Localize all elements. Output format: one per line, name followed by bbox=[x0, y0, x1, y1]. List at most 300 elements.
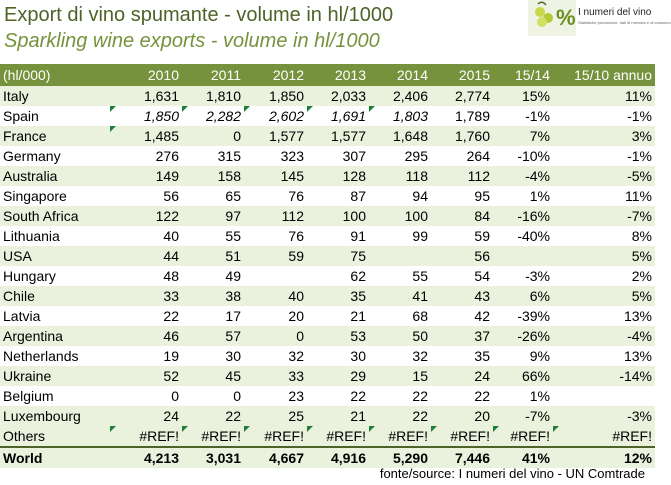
table-cell bbox=[244, 166, 307, 186]
table-cell bbox=[244, 306, 307, 326]
table-row bbox=[0, 447, 655, 468]
cell-value: 53 bbox=[350, 328, 366, 344]
table-cell bbox=[244, 106, 307, 126]
table-cell bbox=[182, 266, 244, 286]
table-cell bbox=[493, 346, 553, 366]
table-cell bbox=[182, 346, 244, 366]
cell-value: Others bbox=[3, 428, 46, 444]
table-cell bbox=[182, 126, 244, 146]
table-cell bbox=[182, 146, 244, 166]
table-header-row bbox=[0, 64, 655, 86]
cell-value: 13% bbox=[623, 308, 652, 324]
table-row bbox=[0, 126, 655, 146]
country-name bbox=[0, 246, 110, 266]
table-cell bbox=[431, 166, 493, 186]
cell-value: 2,033 bbox=[330, 88, 366, 104]
cell-value: 0 bbox=[171, 388, 179, 404]
table-cell bbox=[307, 166, 369, 186]
table-cell bbox=[244, 266, 307, 286]
table-cell bbox=[493, 306, 553, 326]
country-name bbox=[0, 86, 110, 106]
cell-value: -40% bbox=[517, 228, 550, 244]
comment-marker-icon bbox=[493, 426, 499, 432]
cell-value: 24 bbox=[163, 408, 179, 424]
table-cell bbox=[369, 386, 431, 406]
table-cell bbox=[369, 346, 431, 366]
cell-value: #REF! bbox=[612, 428, 652, 444]
cell-value: 68 bbox=[412, 308, 428, 324]
table-cell bbox=[182, 447, 244, 468]
column-header: 15/14 bbox=[493, 64, 553, 86]
column-header: 2011 bbox=[182, 64, 244, 86]
table-cell bbox=[553, 447, 655, 468]
table-cell bbox=[369, 106, 431, 126]
table-row bbox=[0, 306, 655, 326]
cell-value: 22 bbox=[412, 388, 428, 404]
table-cell bbox=[244, 286, 307, 306]
table-cell bbox=[431, 366, 493, 386]
cell-value: 13% bbox=[623, 348, 652, 364]
cell-value: 41% bbox=[521, 450, 550, 466]
comment-marker-icon bbox=[110, 126, 116, 132]
table-cell bbox=[431, 447, 493, 468]
cell-value: -26% bbox=[517, 328, 550, 344]
cell-value: 1,760 bbox=[454, 128, 490, 144]
table-cell bbox=[244, 346, 307, 366]
country-name bbox=[0, 346, 110, 366]
cell-value: 21 bbox=[350, 308, 366, 324]
comment-marker-icon bbox=[553, 426, 559, 432]
table-cell bbox=[110, 426, 182, 447]
cell-value: Netherlands bbox=[3, 348, 79, 364]
table-cell bbox=[307, 266, 369, 286]
cell-value: World bbox=[3, 450, 43, 466]
cell-value: 8% bbox=[631, 228, 652, 244]
comment-marker-icon bbox=[244, 426, 250, 432]
table-cell bbox=[369, 266, 431, 286]
comment-marker-icon bbox=[244, 106, 250, 112]
table-cell bbox=[553, 286, 655, 306]
cell-value: 11% bbox=[625, 188, 652, 204]
table-cell bbox=[369, 86, 431, 106]
cell-value: 75 bbox=[350, 248, 366, 264]
cell-value: 295 bbox=[404, 148, 428, 164]
cell-value: 30 bbox=[350, 348, 366, 364]
column-header: 2012 bbox=[244, 64, 307, 86]
table-row bbox=[0, 326, 655, 346]
table-cell bbox=[369, 206, 431, 226]
cell-value: 2,406 bbox=[392, 88, 428, 104]
column-header: 15/10 annuo bbox=[553, 64, 655, 86]
cell-value: 37 bbox=[474, 328, 490, 344]
table-cell bbox=[431, 306, 493, 326]
cell-value: #REF! bbox=[450, 428, 490, 444]
cell-value: USA bbox=[3, 248, 32, 264]
table-row bbox=[0, 206, 655, 226]
table-cell bbox=[553, 406, 655, 426]
table-cell bbox=[110, 126, 182, 146]
cell-value: 1,577 bbox=[330, 128, 366, 144]
table-cell bbox=[493, 86, 553, 106]
cell-value: 2,282 bbox=[205, 108, 241, 124]
country-name bbox=[0, 366, 110, 386]
cell-value: 1% bbox=[529, 188, 550, 204]
cell-value: 49 bbox=[225, 268, 241, 284]
country-name bbox=[0, 226, 110, 246]
column-header: 2013 bbox=[307, 64, 369, 86]
table-cell bbox=[110, 186, 182, 206]
cell-value: 22 bbox=[225, 408, 241, 424]
table-cell bbox=[553, 326, 655, 346]
cell-value: 56 bbox=[163, 188, 179, 204]
table-cell bbox=[244, 86, 307, 106]
cell-value: #REF! bbox=[264, 428, 304, 444]
table-cell bbox=[244, 126, 307, 146]
table-cell bbox=[182, 226, 244, 246]
comment-marker-icon bbox=[110, 106, 116, 112]
cell-value: 33 bbox=[163, 288, 179, 304]
column-header: 2015 bbox=[431, 64, 493, 86]
table-cell bbox=[553, 386, 655, 406]
logo bbox=[528, 0, 671, 36]
country-name bbox=[0, 386, 110, 406]
cell-value: -1% bbox=[627, 148, 652, 164]
table-cell bbox=[110, 366, 182, 386]
cell-value: -10% bbox=[517, 148, 550, 164]
table-cell bbox=[244, 186, 307, 206]
logo-tagline: Statistiche produzione, dati di mercato e di consumo bbox=[578, 20, 671, 25]
table-cell bbox=[244, 426, 307, 447]
cell-value: -7% bbox=[525, 408, 550, 424]
cell-value: 59 bbox=[288, 248, 304, 264]
country-name bbox=[0, 186, 110, 206]
cell-value: 91 bbox=[350, 228, 366, 244]
cell-value: 41 bbox=[412, 288, 428, 304]
cell-value: 25 bbox=[288, 408, 304, 424]
table-row bbox=[0, 106, 655, 126]
table-cell bbox=[553, 266, 655, 286]
table-cell bbox=[182, 406, 244, 426]
table-cell bbox=[553, 206, 655, 226]
cell-value: Chile bbox=[3, 288, 35, 304]
cell-value: 46 bbox=[163, 328, 179, 344]
cell-value: 149 bbox=[155, 168, 179, 184]
table-cell bbox=[307, 366, 369, 386]
cell-value: 1,850 bbox=[268, 88, 304, 104]
cell-value: 128 bbox=[342, 168, 366, 184]
table-row bbox=[0, 146, 655, 166]
cell-value: Argentina bbox=[3, 328, 63, 344]
svg-text:%: % bbox=[556, 5, 576, 30]
table-cell bbox=[182, 326, 244, 346]
table-row bbox=[0, 386, 655, 406]
cell-value: 56 bbox=[474, 248, 490, 264]
country-name bbox=[0, 326, 110, 346]
country-name bbox=[0, 406, 110, 426]
table-cell bbox=[493, 246, 553, 266]
table-cell bbox=[553, 246, 655, 266]
table-cell bbox=[307, 106, 369, 126]
cell-value: 55 bbox=[412, 268, 428, 284]
table-cell bbox=[431, 346, 493, 366]
country-name bbox=[0, 126, 110, 146]
country-name bbox=[0, 266, 110, 286]
comment-marker-icon bbox=[307, 426, 313, 432]
table-cell bbox=[307, 126, 369, 146]
export-table bbox=[0, 64, 655, 468]
table-cell bbox=[553, 146, 655, 166]
cell-value: -14% bbox=[619, 368, 652, 384]
table-cell bbox=[307, 406, 369, 426]
table-cell bbox=[110, 346, 182, 366]
cell-value: 24 bbox=[474, 368, 490, 384]
cell-value: France bbox=[3, 128, 47, 144]
table-cell bbox=[493, 426, 553, 447]
table-cell bbox=[307, 447, 369, 468]
cell-value: 38 bbox=[225, 288, 241, 304]
table-cell bbox=[110, 447, 182, 468]
country-name bbox=[0, 447, 110, 468]
cell-value: 21 bbox=[350, 408, 366, 424]
table-cell bbox=[369, 447, 431, 468]
cell-value: 50 bbox=[412, 328, 428, 344]
cell-value: 100 bbox=[404, 208, 428, 224]
country-name bbox=[0, 426, 110, 447]
table-cell bbox=[431, 266, 493, 286]
table-cell bbox=[307, 386, 369, 406]
cell-value: -4% bbox=[525, 168, 550, 184]
table-cell bbox=[307, 326, 369, 346]
grape-percent-icon bbox=[528, 0, 576, 36]
cell-value: 94 bbox=[412, 188, 428, 204]
cell-value: 95 bbox=[474, 188, 490, 204]
table-cell bbox=[307, 426, 369, 447]
table-cell bbox=[110, 386, 182, 406]
cell-value: 1,577 bbox=[268, 128, 304, 144]
table-cell bbox=[110, 246, 182, 266]
table-cell bbox=[307, 146, 369, 166]
table-cell bbox=[431, 226, 493, 246]
cell-value: Ukraine bbox=[3, 368, 52, 384]
table-cell bbox=[553, 366, 655, 386]
cell-value: #REF! bbox=[388, 428, 428, 444]
cell-value: 55 bbox=[225, 228, 241, 244]
comment-marker-icon bbox=[182, 106, 188, 112]
cell-value: 97 bbox=[225, 208, 241, 224]
table-cell bbox=[369, 426, 431, 447]
cell-value: 1,691 bbox=[330, 108, 366, 124]
cell-value: 122 bbox=[155, 208, 179, 224]
table-cell bbox=[182, 306, 244, 326]
cell-value: 323 bbox=[280, 148, 304, 164]
cell-value: 145 bbox=[280, 168, 304, 184]
cell-value: 40 bbox=[163, 228, 179, 244]
cell-value: Germany bbox=[3, 148, 61, 164]
cell-value: 2% bbox=[631, 268, 652, 284]
table-cell bbox=[244, 226, 307, 246]
cell-value: 62 bbox=[350, 268, 366, 284]
table-cell bbox=[182, 166, 244, 186]
comment-marker-icon bbox=[182, 426, 188, 432]
cell-value: 1,810 bbox=[205, 88, 241, 104]
table-cell bbox=[369, 406, 431, 426]
table-cell bbox=[493, 366, 553, 386]
table-row bbox=[0, 426, 655, 447]
table-cell bbox=[182, 86, 244, 106]
cell-value: 19 bbox=[163, 348, 179, 364]
cell-value: 5% bbox=[631, 248, 652, 264]
table-cell bbox=[431, 86, 493, 106]
cell-value: 84 bbox=[474, 208, 490, 224]
table-cell bbox=[493, 186, 553, 206]
table-cell bbox=[431, 286, 493, 306]
table-cell bbox=[553, 426, 655, 447]
cell-value: 1,850 bbox=[143, 108, 179, 124]
table-cell bbox=[369, 146, 431, 166]
cell-value: 4,916 bbox=[330, 450, 366, 466]
cell-value: Italy bbox=[3, 88, 29, 104]
table-cell bbox=[431, 246, 493, 266]
country-name bbox=[0, 206, 110, 226]
cell-value: 22 bbox=[350, 388, 366, 404]
cell-value: 7,446 bbox=[454, 450, 490, 466]
cell-value: 20 bbox=[288, 308, 304, 324]
table-cell bbox=[110, 266, 182, 286]
cell-value: -16% bbox=[517, 208, 550, 224]
table-cell bbox=[182, 426, 244, 447]
cell-value: 57 bbox=[225, 328, 241, 344]
table-cell bbox=[493, 266, 553, 286]
table-row bbox=[0, 246, 655, 266]
table-cell bbox=[244, 366, 307, 386]
table-cell bbox=[431, 206, 493, 226]
cell-value: 1,648 bbox=[392, 128, 428, 144]
cell-value: 307 bbox=[342, 148, 366, 164]
table-cell bbox=[493, 386, 553, 406]
cell-value: #REF! bbox=[510, 428, 550, 444]
table-cell bbox=[307, 286, 369, 306]
comment-marker-icon bbox=[369, 106, 375, 112]
cell-value: 1,631 bbox=[143, 88, 179, 104]
table-row bbox=[0, 366, 655, 386]
cell-value: Latvia bbox=[3, 308, 41, 324]
table-cell bbox=[493, 406, 553, 426]
cell-value: -4% bbox=[627, 328, 652, 344]
cell-value: 0 bbox=[233, 388, 241, 404]
comment-marker-icon bbox=[307, 106, 313, 112]
table-row bbox=[0, 346, 655, 366]
table-cell bbox=[182, 206, 244, 226]
cell-value: 3% bbox=[631, 128, 652, 144]
table-cell bbox=[369, 306, 431, 326]
table-cell bbox=[244, 246, 307, 266]
cell-value: 276 bbox=[155, 148, 179, 164]
table-cell bbox=[553, 186, 655, 206]
cell-value: 0 bbox=[233, 128, 241, 144]
cell-value: #REF! bbox=[201, 428, 241, 444]
cell-value: 100 bbox=[342, 208, 366, 224]
table-row bbox=[0, 406, 655, 426]
table-cell bbox=[307, 226, 369, 246]
table-cell bbox=[110, 226, 182, 246]
cell-value: 11% bbox=[625, 88, 652, 104]
table-cell bbox=[431, 386, 493, 406]
cell-value: -7% bbox=[627, 208, 652, 224]
cell-value: 112 bbox=[281, 208, 304, 224]
cell-value: 158 bbox=[217, 168, 241, 184]
cell-value: 40 bbox=[288, 288, 304, 304]
table-cell bbox=[369, 366, 431, 386]
cell-value: 5,290 bbox=[392, 450, 428, 466]
table-cell bbox=[369, 126, 431, 146]
table-cell bbox=[182, 286, 244, 306]
cell-value: 54 bbox=[474, 268, 490, 284]
cell-value: Singapore bbox=[3, 188, 67, 204]
cell-value: Luxembourg bbox=[3, 408, 81, 424]
table-cell bbox=[493, 286, 553, 306]
page-subtitle: Sparkling wine exports - volume in hl/1000 bbox=[4, 30, 380, 52]
table-cell bbox=[307, 306, 369, 326]
table-row bbox=[0, 226, 655, 246]
cell-value: 32 bbox=[412, 348, 428, 364]
cell-value: 22 bbox=[163, 308, 179, 324]
table-cell bbox=[493, 166, 553, 186]
table-cell bbox=[307, 346, 369, 366]
cell-value: 76 bbox=[288, 188, 304, 204]
table-cell bbox=[369, 226, 431, 246]
table-cell bbox=[244, 447, 307, 468]
cell-value: 44 bbox=[163, 248, 179, 264]
logo-name: I numeri del vino bbox=[578, 7, 652, 18]
table-cell bbox=[244, 206, 307, 226]
table-cell bbox=[110, 306, 182, 326]
cell-value: 20 bbox=[474, 408, 490, 424]
cell-value: 7% bbox=[529, 128, 550, 144]
cell-value: 3,031 bbox=[205, 450, 241, 466]
table-cell bbox=[431, 186, 493, 206]
table-cell bbox=[369, 286, 431, 306]
table-cell bbox=[553, 346, 655, 366]
cell-value: 12% bbox=[623, 450, 652, 466]
table-cell bbox=[110, 406, 182, 426]
table-cell bbox=[244, 386, 307, 406]
table-cell bbox=[307, 86, 369, 106]
table-cell bbox=[110, 86, 182, 106]
cell-value: 22 bbox=[474, 388, 490, 404]
cell-value: 4,667 bbox=[268, 450, 304, 466]
cell-value: Belgium bbox=[3, 388, 54, 404]
table-cell bbox=[553, 306, 655, 326]
table-cell bbox=[182, 186, 244, 206]
cell-value: 1,789 bbox=[454, 108, 490, 124]
table-cell bbox=[110, 326, 182, 346]
table-row bbox=[0, 286, 655, 306]
table-cell bbox=[369, 186, 431, 206]
cell-value: South Africa bbox=[3, 208, 79, 224]
country-name bbox=[0, 146, 110, 166]
table-cell bbox=[493, 226, 553, 246]
table-cell bbox=[182, 246, 244, 266]
cell-value: 1% bbox=[529, 388, 550, 404]
table-cell bbox=[182, 366, 244, 386]
cell-value: 1,803 bbox=[392, 108, 428, 124]
page-title: Export di vino spumante - volume in hl/1000 bbox=[4, 4, 394, 26]
cell-value: 65 bbox=[225, 188, 241, 204]
cell-value: -3% bbox=[627, 408, 652, 424]
cell-value: 17 bbox=[225, 308, 241, 324]
cell-value: 43 bbox=[474, 288, 490, 304]
cell-value: 76 bbox=[288, 228, 304, 244]
